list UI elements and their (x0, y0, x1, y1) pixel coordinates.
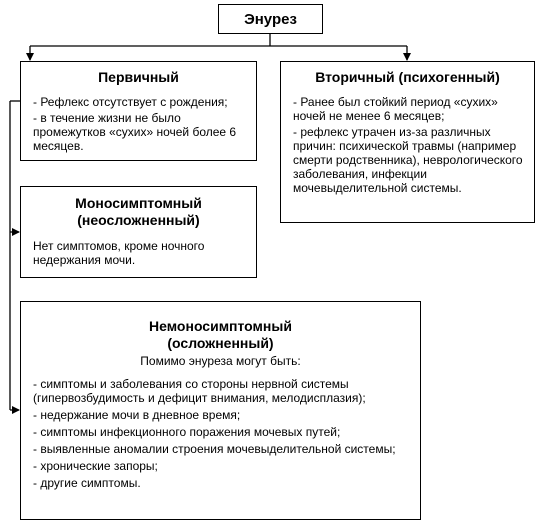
nonmonosymptomatic-box (20, 301, 421, 520)
nonmono-list (33, 377, 412, 493)
nonmono-title-line2: (осложненный) (167, 335, 274, 351)
primary-title: Первичный (98, 69, 179, 85)
secondary-list (293, 95, 528, 197)
secondary-item: - Ранее был стойкий период «сухих» ночей не менее 6 месяцев; (293, 95, 498, 123)
mono-title-line1: Моносимптомный (75, 195, 202, 211)
primary-list (33, 95, 250, 155)
monosymptomatic-box (20, 186, 257, 278)
nonmono-item: - другие симптомы. (33, 476, 141, 490)
secondary-title: Вторичный (психогенный) (315, 69, 500, 85)
nonmono-intro: Помимо энуреза могут быть: (140, 354, 301, 368)
root-node-label: Энурез (244, 10, 297, 28)
nonmono-item: - недержание мочи в дневное время; (33, 408, 241, 422)
mono-description: Нет симптомов, кроме ночного недержания мочи. (33, 239, 205, 267)
primary-item: - Рефлекс отсутствует с рождения; (33, 95, 228, 109)
nonmono-item: - выявленные аномалии строения мочевыделительной системы; (33, 442, 396, 456)
mono-title (21, 195, 256, 229)
secondary-item: - рефлекс утрачен из-за различных причин: психической травмы (например смерти родственника), неврологического заболевания, инфекции мочевыделительной системы. (293, 125, 523, 195)
nonmono-item: - хронические запоры; (33, 459, 158, 473)
nonmono-title-line1: Немоносимптомный (149, 318, 292, 334)
primary-enuresis-box (20, 61, 257, 161)
mono-title-line2: (неосложненный) (77, 212, 200, 228)
root-node-box (218, 4, 323, 34)
nonmono-item: - симптомы инфекционного поражения мочевых путей; (33, 425, 341, 439)
secondary-enuresis-box (280, 61, 535, 223)
primary-item: - в течение жизни не было промежутков «сухих» ночей более 6 месяцев. (33, 111, 237, 153)
nonmono-item: - симптомы и заболевания со стороны нервной системы (гипервозбудимость и дефицит внимания, мелодисплазия); (33, 377, 366, 405)
nonmono-title (21, 318, 420, 352)
